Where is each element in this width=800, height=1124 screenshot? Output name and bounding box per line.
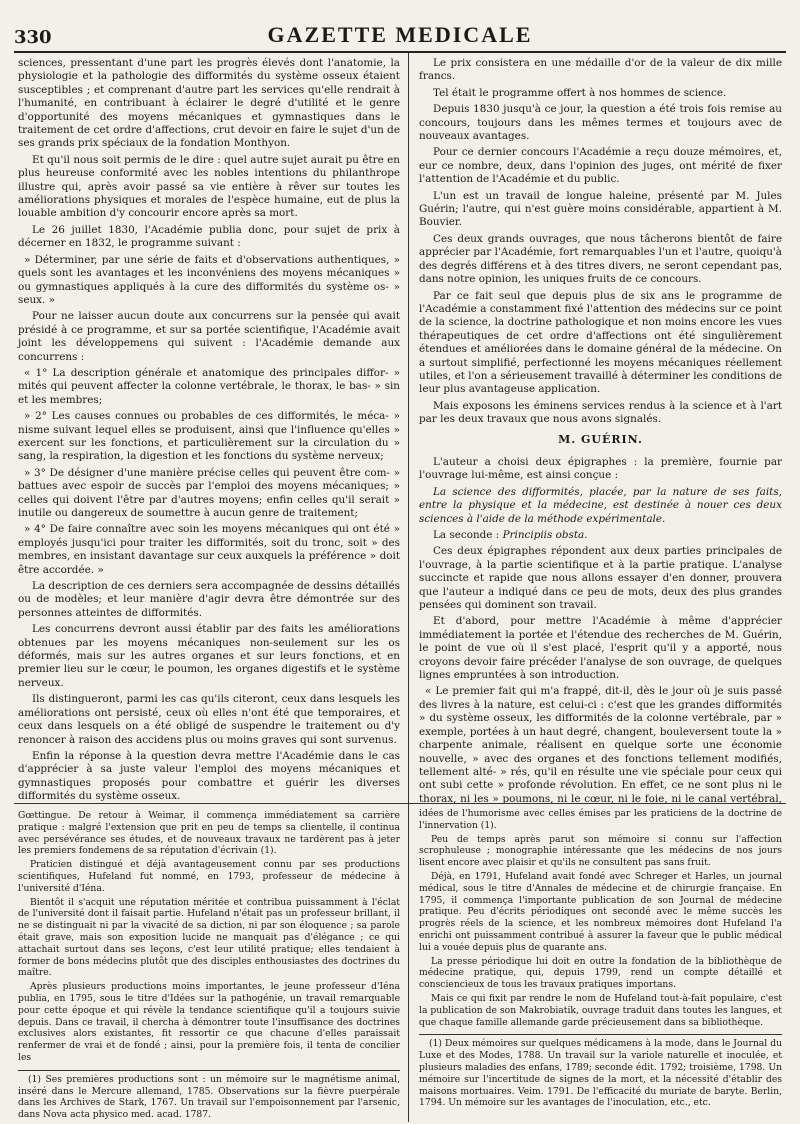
- program-item-2: » 2° Les causes connues ou probables de ces difformités, le méca- » nisme suivant lequel elles se produisent, ainsi que l'influence qu'elles » exercent sur les fonctions, et particulièrement sur la circulation du » sang, la respiration, la digestion et les fonctions du système nerveux;: [18, 410, 400, 463]
- journal-title: GAZETTE MEDICALE: [267, 22, 533, 47]
- paragraph: Ces deux grands ouvrages, que nous tâcherons bientôt de faire apprécier par l'Académie, fort remarquables l'un et l'autre, quoiqu'à des degrés différens et à des titres divers, ne seront cependant pas, dans notre opinion, les uniques fruits de ce concours.: [419, 232, 782, 286]
- paragraph: Déjà, en 1791, Hufeland avait fondé avec Schreger et Harles, un journal médical, sous le titre d'Annales de médecine et de chirurgie française. En 1795, il commença l'importante publication de son Journal de médecine pratique. Peu d'écrits périodiques ont secondé avec le même succès les progrès réels de la science, et les nombreux mémoires dont Hufeland l'a enrichi ont puissamment contribué à assurer la faveur que le public médical lui a vouée depuis plus de quarante ans.: [419, 870, 782, 953]
- paragraph: Praticien distingué et déjà avantageusement connu par ses productions scientifiques, Hufeland fut nommé, en 1793, professeur de médecine à l'université d'Iéna.: [18, 859, 400, 894]
- page-number: 330: [14, 27, 52, 48]
- paragraph: Gœttingue. De retour à Weimar, il commença immédiatement sa carrière pratique : malgré l'extension que prit en peu de temps sa clientelle, il continua avec persévérance ses études, et de nouveaux travaux ne tardèrent pas à jeter les premiers fondemens de sa réputation d'écrivain (1).: [18, 810, 400, 857]
- program-item-1: « 1° La description générale et anatomique des principales diffor- » mités qui peuvent affecter la colonne vertébrale, le thorax, le bas- » sin et les membres;: [18, 366, 400, 406]
- article-right-column: [409, 53, 786, 803]
- footnote: [18, 1070, 400, 1121]
- feuilleton-left-column: [14, 804, 409, 1122]
- paragraph: Bientôt il s'acquit une réputation méritée et contribua puissamment à l'éclat de l'université dont il faisait partie. Hufeland n'était pas un professeur brillant, il ne se distinguait ni par la vivacité de sa diction, ni par son éloquence ; sa parole était grave, mais son exposition lucide ne manquait pas d'élégance ; ce qui attachait surtout dans ses leçons, c'est leur utilité pratique; elles tendaient à former de bons médecins plutôt que des disciples enthousiastes des doctrines du maître.: [18, 896, 400, 979]
- paragraph: sciences, pressentant d'une part les progrès élevés dont l'anatomie, la physiologie et la pathologie des difformités du système osseux étaient susceptibles ; et comprenant d'autre part les services qu'elle rendrait à l'humanité, en contribuant à éclairer le degré d'utilité et le genre d'opportunité des moyens mécaniques et gymnastiques dans le traitement de cet ordre d'affections, crut devoir en faire le sujet d'un de ses grands prix spéciaux de la fondation Monthyon.: [18, 57, 400, 150]
- paragraph: idées de l'humorisme avec celles émises par les praticiens de la doctrine de l'innervation (1).: [419, 808, 782, 831]
- paragraph: Par ce fait seul que depuis plus de six ans le programme de l'Académie a constamment fixé l'attention des médecins sur ce point de la science, la doctrine pathologique et non moins encore les vues thérapeutiques de cet ordre d'affections ont été singulièrement étendues et améliorées dans le domaine général de la médecine. On a surtout simplifié, perfectionné les moyens mécaniques réellement utiles, et l'on a sérieusement travaillé à déterminer les conditions de leur plus avantageuse application.: [419, 289, 782, 396]
- introduction-quote: « Le premier fait qui m'a frappé, dit-il, dès le jour où je suis passé des livres à la nature, est celui-ci : c'est que les grandes difformités » du système osseux, les difformités de la colonne vertébrale, par » exemple, portées à un haut degré, changent, bouleversent toute la » charpente animale, réalisent en quelque sorte une économie nouvelle, » avec des organes et des fonctions tellement modifiés, tellement alté- » rés, qu'il en résulte une vie spéciale pour ceux qui ont subi cette » profonde révolution. En effet, ce ne sont plus ni le thorax, ni les » poumons, ni le cœur, ni le foie, ni le canal vertébral,: [419, 685, 782, 803]
- article-body: [14, 53, 786, 804]
- epigraph-2: [419, 529, 782, 542]
- paragraph: Enfin la réponse à la question devra mettre l'Académie dans le cas d'apprécier à sa juste valeur l'emploi des moyens mécaniques et gymnastiques proposés pour combattre et guérir les diverses difformités du système osseux.: [18, 749, 400, 803]
- paragraph: L'auteur a choisi deux épigraphes : la première, fournie par l'ouvrage lui-même, est ainsi conçue :: [419, 455, 782, 482]
- paragraph: Après plusieurs productions moins importantes, le jeune professeur d'Iéna publia, en 1795, sous le titre d'Idées sur la pathogénie, un travail remarquable pour cette époque et qui révèle la tendance scientifique qu'il a toujours suivie depuis. Dans ce travail, il chercha à démontrer toute l'insuffisance des doctrines exclusives alors existantes, fit ressortir ce que chacune d'elles paraissait renfermer de vrai et de fondé ; ainsi, pour la première fois, il tenta de concilier les: [18, 981, 400, 1063]
- paragraph: Le 26 juillet 1830, l'Académie publia donc, pour sujet de prix à décerner en 1832, le programme suivant :: [18, 223, 400, 250]
- paragraph: Pour ce dernier concours l'Académie a reçu douze mémoires, et, eur ce nombre, deux, dans l'opinion des juges, ont mérité de fixer l'attention de l'Académie et du public.: [419, 146, 782, 186]
- paragraph: Mais exposons les éminens services rendus à la science et à l'art par les deux travaux que nous avons signalés.: [419, 399, 782, 426]
- paragraph: La description de ces derniers sera accompagnée de dessins détaillés ou de modèles; et leur manière d'agir devra être démontrée sur des personnes atteintes de difformités.: [18, 580, 400, 619]
- article-left-column: [14, 53, 409, 803]
- section-heading: M. GUÉRIN.: [558, 432, 643, 446]
- paragraph: Pour ne laisser aucun doute aux concurrens sur la pensée qui avait présidé à ce programme, et sur sa portée scientifique, l'Académie avait joint les développemens qui suivent : l'Académie demande aux concurrens :: [18, 310, 400, 363]
- paragraph: Et qu'il nous soit permis de le dire : quel autre sujet aurait pu être en plus heureuse conformité avec les nobles intentions du philanthrope illustre qui, après avoir passé sa vie entière à rêver sur toutes les améliorations physiques et morales de l'espèce humaine, eut de plus la louable ambition d'y concourir encore après sa mort.: [18, 153, 400, 220]
- program-quote: » Déterminer, par une série de faits et d'observations authentiques, » quels sont les avantages et les inconvéniens des moyens mécaniques » ou gymnastiques appliqués à la cure des difformités du système os- » seux. »: [18, 253, 400, 306]
- paragraph: L'un est un travail de longue haleine, présenté par M. Jules Guérin; l'autre, qui n'est guère moins considérable, appartient à M. Bouvier.: [419, 189, 782, 229]
- epigraph-text: Principiis obsta.: [502, 529, 588, 541]
- paragraph: Mais ce qui fixit par rendre le nom de Hufeland tout-à-fait populaire, c'est la publication de son Makrobiatik, ouvrage traduit dans toutes les langues, et que chaque famille allemande garde précieusement dans sa bibliothèque.: [419, 992, 782, 1028]
- footnote: [419, 1034, 782, 1109]
- paragraph: Depuis 1830 jusqu'à ce jour, la question a été trois fois remise au concours, toujours dans les mêmes termes et toujours avec de nouveaux avantages.: [419, 103, 782, 143]
- paragraph: Tel était le programme offert à nos hommes de science.: [433, 86, 727, 99]
- feuilleton: [14, 804, 786, 1122]
- epigraph-label: La seconde :: [433, 529, 500, 541]
- feuilleton-right-column: [409, 804, 786, 1122]
- footnote-text: (1) Deux mémoires sur quelques médicamens à la mode, dans le Journal du Luxe et des Modes, 1788. Un travail sur la variole naturelle et inoculée, et plusieurs maladies des enfans, 1789; seconde édit. 1792; troisième, 1798. Un mémoire sur l'incertitude de signes de la mort, et la nécessité d'établir des maisons mortuaires. Veim. 1791. De l'efficacité du muriate de baryte. Berlin, 1794. Un mémoire sur les avantages de l'inoculation, etc., etc.: [419, 1038, 782, 1109]
- program-item-3: » 3° De désigner d'une manière précise celles qui peuvent être com- » battues avec espoir de succès par l'emploi des moyens mécaniques; » celles qui doivent l'être par d'autres moyens; enfin celles qu'il serait » inutile ou dangereux de soumettre à aucun genre de traitement;: [18, 466, 400, 519]
- paragraph: Ils distingueront, parmi les cas qu'ils citeront, ceux dans lesquels les améliorations ont persisté, ceux où elles n'ont été que temporaires, et ceux dans lesquels on a été obligé de suspendre le traitement ou d'y renoncer à raison des accidens plus ou moins graves qui sont survenus.: [18, 693, 400, 746]
- paragraph: Le prix consistera en une médaille d'or de la valeur de dix mille francs.: [419, 57, 782, 83]
- epigraph-1: La science des difformités, placée, par la nature de ses faits, entre la physique et la médecine, est destinée à nouer ces deux sciences à l'aide de la méthode expérimentale.: [419, 485, 782, 525]
- paragraph: Ces deux épigraphes répondent aux deux parties principales de l'ouvrage, à la partie scientifique et à la partie pratique. L'analyse succincte et rapide que nous allons essayer d'en donner, prouvera que l'auteur a indiqué dans ce peu de mots, deux des plus grandes pensées qui dominent son travail.: [419, 545, 782, 612]
- program-item-4: » 4° De faire connaître avec soin les moyens mécaniques qui ont été » employés jusqu'ici pour traiter les difformités, soit du tronc, soit » des membres, en insistant davantage sur ceux auxquels la préférence » doit être accordée. »: [18, 523, 400, 576]
- paragraph: Les concurrens devront aussi établir par des faits les améliorations obtenues par les moyens mécaniques non-seulement sur les os déformés, mais sur les autres organes et sur leurs fonctions, et en premier lieu sur le cœur, le poumon, les organes digestifs et le système nerveux.: [18, 623, 400, 689]
- paragraph: La presse périodique lui doit en outre la fondation de la bibliothèque de médecine pratique, qui, depuis 1799, rend un compte détaillé et consciencieux de tous les travaux pratiques importans.: [419, 955, 782, 991]
- footnote-text: (1) Ses premières productions sont : un mémoire sur le magnétisme animal, inséré dans le Mercure allemand, 1785. Observations sur la fièvre puerpérale dans les Archives de Stark, 1767. Un travail sur l'empoisonnement par l'arsenic, dans Nova acta physico med. acad. 1787.: [18, 1073, 400, 1121]
- paragraph: Peu de temps après parut son mémoire si connu sur l'affection scrophuleuse ; monographie intéressante que les médecins de nos jours lisent encore avec plaisir et qu'ils ne consultent pas sans fruit.: [419, 833, 782, 869]
- paragraph: Et d'abord, pour mettre l'Académie à même d'apprécier immédiatement la portée et l'étendue des recherches de M. Guérin, le point de vue où il s'est placé, l'esprit qu'il y a apporté, nous croyons devoir faire précéder l'analyse de son ouvrage, de quelques lignes empruntées à son introduction.: [419, 615, 782, 682]
- page-header: [14, 14, 786, 53]
